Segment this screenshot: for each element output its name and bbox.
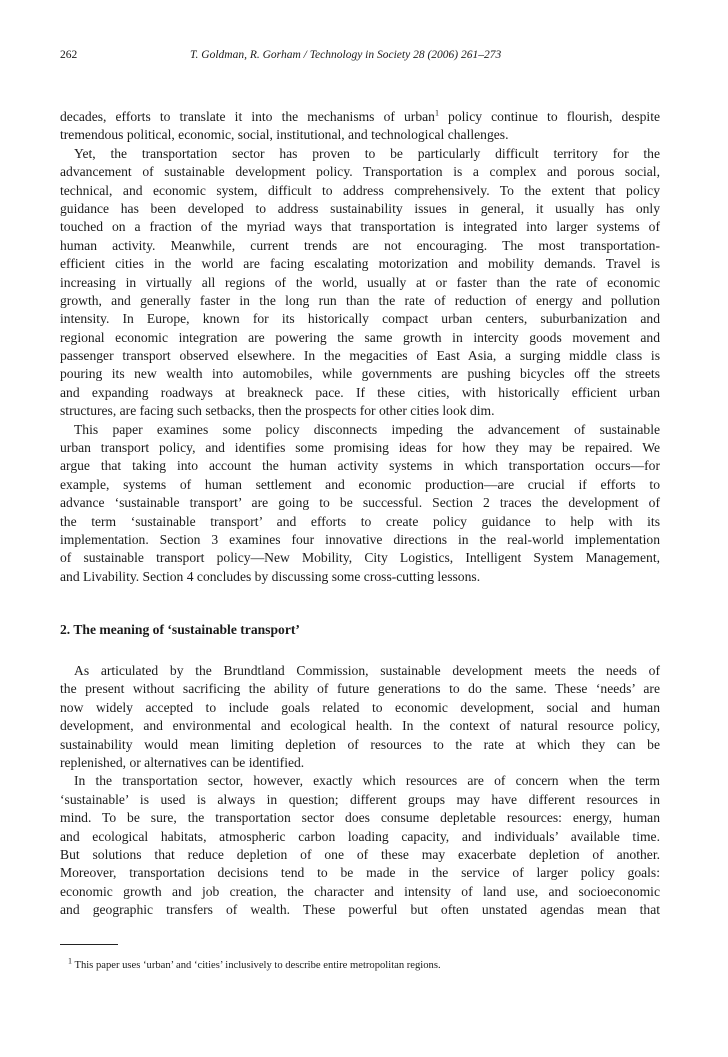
body-text-intro	[60, 108, 660, 586]
footnote-ref: 1	[434, 108, 439, 118]
text-line: argue that taking into account the human activity systems in which transportation occurs—for	[60, 458, 660, 474]
text-line: implementation. Section 3 examines four innovative directions in the real-world implementation	[60, 531, 660, 547]
text-line: pouring its new wealth into automobiles, while governments are pushing bicycles off the streets	[60, 366, 660, 382]
paragraph	[60, 772, 660, 919]
text-line: technical, and economic system, difficult to address comprehensively. To the extent that policy	[60, 182, 660, 198]
text-line: urban transport policy, and identifies some promising ideas for how they may be repaired. We	[60, 440, 660, 456]
text-line: development, and environmental and ecological health. In the context of natural resource policy,	[60, 718, 660, 734]
text-line: and expanding roadways at breakneck pace. If these cities, with historically efficient urban	[60, 384, 660, 400]
text-line: ‘sustainable’ is used is always in question; different groups may have different resources in	[60, 791, 660, 807]
text-line: advance ‘sustainable transport’ are going to be successful. Section 2 traces the development of	[60, 495, 660, 511]
page-number: 262	[60, 49, 78, 61]
text-line: Yet, the transportation sector has proven to be particularly difficult territory for the	[74, 145, 660, 161]
footnote	[68, 956, 441, 971]
text-line: intensity. In Europe, known for its historically compact urban centers, suburbanization and	[60, 311, 660, 327]
footnote-marker: 1	[68, 956, 72, 966]
text-line: the present without sacrificing the ability of future generations to do the same. These ‘needs’ are	[60, 681, 660, 697]
text-line: touched on a fraction of the myriad ways that transportation is integrated into larger systems of	[60, 219, 660, 235]
text-line: and Livability. Section 4 concludes by discussing some cross-cutting lessons.	[60, 568, 481, 584]
text-line: But solutions that reduce depletion of one of these may exacerbate depletion of another.	[60, 846, 660, 862]
text-line: In the transportation sector, however, exactly which resources are of concern when the term	[74, 773, 660, 789]
footnote-text: This paper uses ‘urban’ and ‘cities’ inclusively to describe entire metropolitan regions.	[74, 960, 441, 971]
text-line: and ecological habitats, atmospheric carbon loading capacity, and individuals’ available time.	[60, 828, 660, 844]
text-line: advancement of sustainable development policy. Transportation is a complex and porous social,	[60, 164, 660, 180]
text-line: decades, efforts to translate it into the mechanisms of urban$^1$ policy continue to flourish, despite	[60, 108, 661, 124]
paragraph	[60, 108, 660, 145]
text-line: the term ‘sustainable transport’ and efforts to create policy guidance to help with its	[60, 513, 660, 529]
paragraph	[60, 662, 660, 772]
footnote-rule	[60, 944, 118, 945]
body-text-section-2	[60, 662, 660, 919]
text-line: growth, and generally faster in the long run than the rate of reduction of energy and pollution	[60, 292, 660, 308]
journal-citation: T. Goldman, R. Gorham / Technology in Society 28 (2006) 261–273	[190, 49, 502, 61]
text-line: tremendous political, economic, social, institutional, and technological challenges.	[60, 127, 509, 143]
text-line: structures, are facing such setbacks, then the prospects for other cities look dim.	[60, 403, 495, 419]
paragraph	[60, 145, 660, 421]
text-line: of sustainable transport policy—New Mobility, City Logistics, Intelligent System Management,	[60, 550, 660, 566]
text-line: example, systems of human settlement and economic production—are crucial if efforts to	[60, 476, 660, 492]
text-line: human activity. Meanwhile, current trends are not encouraging. The most transportation-	[60, 237, 660, 253]
paragraph	[60, 421, 660, 587]
text-line: mind. To be sure, the transportation sector does consume depletable resources: energy, human	[60, 810, 660, 826]
text-line: guidance has been developed to address sustainability issues in general, it usually has only	[60, 200, 660, 216]
text-line: regional economic integration are powering the same growth in intercity goods movement and	[60, 329, 660, 345]
text-line: now widely accepted to include goals related to economic development, social and human	[60, 699, 660, 715]
text-line: and geographic transfers of wealth. These powerful but often unstated agendas mean that	[60, 902, 660, 918]
text-line: As articulated by the Brundtland Commission, sustainable development meets the needs of	[74, 663, 660, 678]
text-line: Moreover, transportation decisions tend to be made in the service of larger policy goals:	[60, 865, 660, 881]
section-heading: 2. The meaning of ‘sustainable transport’	[60, 622, 300, 637]
text-line: This paper examines some policy disconnects impeding the advancement of sustainable	[74, 421, 660, 437]
text-line: sustainability would mean limiting depletion of resources to the rate at which they can be	[60, 736, 660, 752]
text-line: economic growth and job creation, the character and intensity of land use, and socioeconomic	[60, 883, 660, 899]
text-line: replenished, or alternatives can be identified.	[60, 754, 305, 770]
text-line: increasing in virtually all regions of the world, usually at or faster than the rate of economic	[60, 274, 660, 290]
text-line: efficient cities in the world are facing escalating motorization and mobility demands. Travel is	[60, 256, 660, 272]
text-line: passenger transport observed elsewhere. In the megacities of East Asia, a surging middle class is	[60, 348, 660, 364]
